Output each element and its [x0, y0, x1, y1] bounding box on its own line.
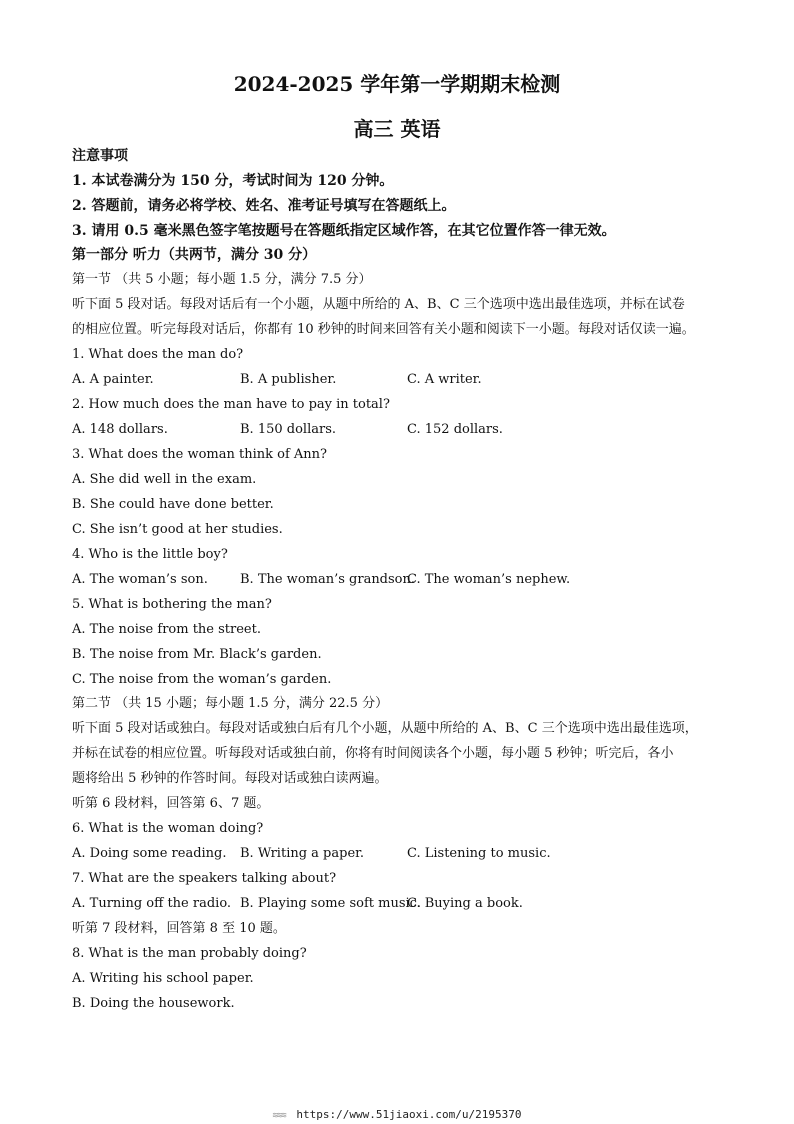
part1-heading: 第一部分 听力（共两节，满分 30 分） [72, 247, 317, 263]
question-5-option-c: C. The noise from the woman’s garden. [72, 672, 332, 687]
question-7-option-b: B. Playing some soft music. [240, 896, 422, 911]
question-8-option-a: A. Writing his school paper. [72, 971, 254, 986]
question-4-option-a: A. The woman’s son. [72, 572, 208, 587]
section1-heading: 第一节 （共 5 小题；每小题 1.5 分，满分 7.5 分） [72, 272, 372, 287]
exam-title: 2024-2025 学年第一学期期末检测 [233, 72, 561, 96]
question-8-stem: 8. What is the man probably doing? [72, 946, 307, 961]
material-6-heading: 听第 6 段材料，回答第 6、7 题。 [72, 796, 270, 811]
question-6-option-c: C. Listening to music. [407, 846, 551, 861]
question-7-stem: 7. What are the speakers talking about? [72, 871, 337, 886]
section1-instructions-line1: 听下面 5 段对话。每段对话后有一个小题，从题中所给的 A、B、C 三个选项中选出最佳选项，并标在试卷 [72, 297, 685, 312]
question-4-option-b: B. The woman’s grandson. [240, 572, 416, 587]
section2-instructions-line3: 题将给出 5 秒钟的作答时间。每段对话或独白读两遍。 [72, 771, 388, 786]
question-2-option-a: A. 148 dollars. [72, 422, 168, 437]
footer-url-link[interactable]: https://www.51jiaoxi.com/u/2195370 [296, 1108, 522, 1121]
question-4-option-c: C. The woman’s nephew. [407, 572, 571, 587]
question-3-option-b: B. She could have done better. [72, 497, 274, 512]
question-6-option-b: B. Writing a paper. [240, 846, 365, 861]
notice-heading: 注意事项 [72, 148, 128, 164]
question-2-option-b: B. 150 dollars. [240, 422, 336, 437]
question-1-stem: 1. What does the man do? [72, 347, 244, 362]
question-5-option-a: A. The noise from the street. [72, 622, 261, 637]
question-6-option-a: A. Doing some reading. [72, 846, 227, 861]
question-3-option-c: C. She isn’t good at her studies. [72, 522, 283, 537]
question-8-option-b: B. Doing the housework. [72, 996, 235, 1011]
notice-item-1: 1. 本试卷满分为 150 分，考试时间为 120 分钟。 [72, 173, 394, 189]
question-2-stem: 2. How much does the man have to pay in total? [72, 397, 390, 412]
question-7-option-c: C. Buying a book. [407, 896, 523, 911]
question-3-stem: 3. What does the woman think of Ann? [72, 447, 327, 462]
section2-heading: 第二节 （共 15 小题；每小题 1.5 分，满分 22.5 分） [72, 696, 389, 711]
question-1-option-b: B. A publisher. [240, 372, 337, 387]
question-2-option-c: C. 152 dollars. [407, 422, 503, 437]
notice-item-3: 3. 请用 0.5 毫米黑色签字笔按题号在答题纸指定区域作答，在其它位置作答一律无效。 [72, 223, 616, 239]
section1-instructions-line2: 的相应位置。听完每段对话后，你都有 10 秒钟的时间来回答有关小题和阅读下一小题。每段对话仅读一遍。 [72, 322, 695, 337]
question-1-option-c: C. A writer. [407, 372, 482, 387]
section2-instructions-line1: 听下面 5 段对话或独白。每段对话或独白后有几个小题，从题中所给的 A、B、C 三个选项中选出最佳选项， [72, 721, 698, 736]
notice-item-2: 2. 答题前，请务必将学校、姓名、准考证号填写在答题纸上。 [72, 198, 456, 214]
question-6-stem: 6. What is the woman doing? [72, 821, 264, 836]
footer [0, 1108, 794, 1121]
question-7-option-a: A. Turning off the radio. [72, 896, 232, 911]
site-logo-icon: ≋≋≋ [272, 1111, 286, 1121]
section2-instructions-line2: 并标在试卷的相应位置。听每段对话或独白前，你将有时间阅读各个小题，每小题 5 秒钟；听完后，各小 [72, 746, 674, 761]
question-5-stem: 5. What is bothering the man? [72, 597, 272, 612]
question-1-option-a: A. A painter. [72, 372, 154, 387]
question-4-stem: 4. Who is the little boy? [72, 547, 228, 562]
material-7-heading: 听第 7 段材料，回答第 8 至 10 题。 [72, 921, 286, 936]
exam-subtitle: 高三 英语 [353, 117, 441, 141]
question-3-option-a: A. She did well in the exam. [72, 472, 257, 487]
question-5-option-b: B. The noise from Mr. Black’s garden. [72, 647, 322, 662]
